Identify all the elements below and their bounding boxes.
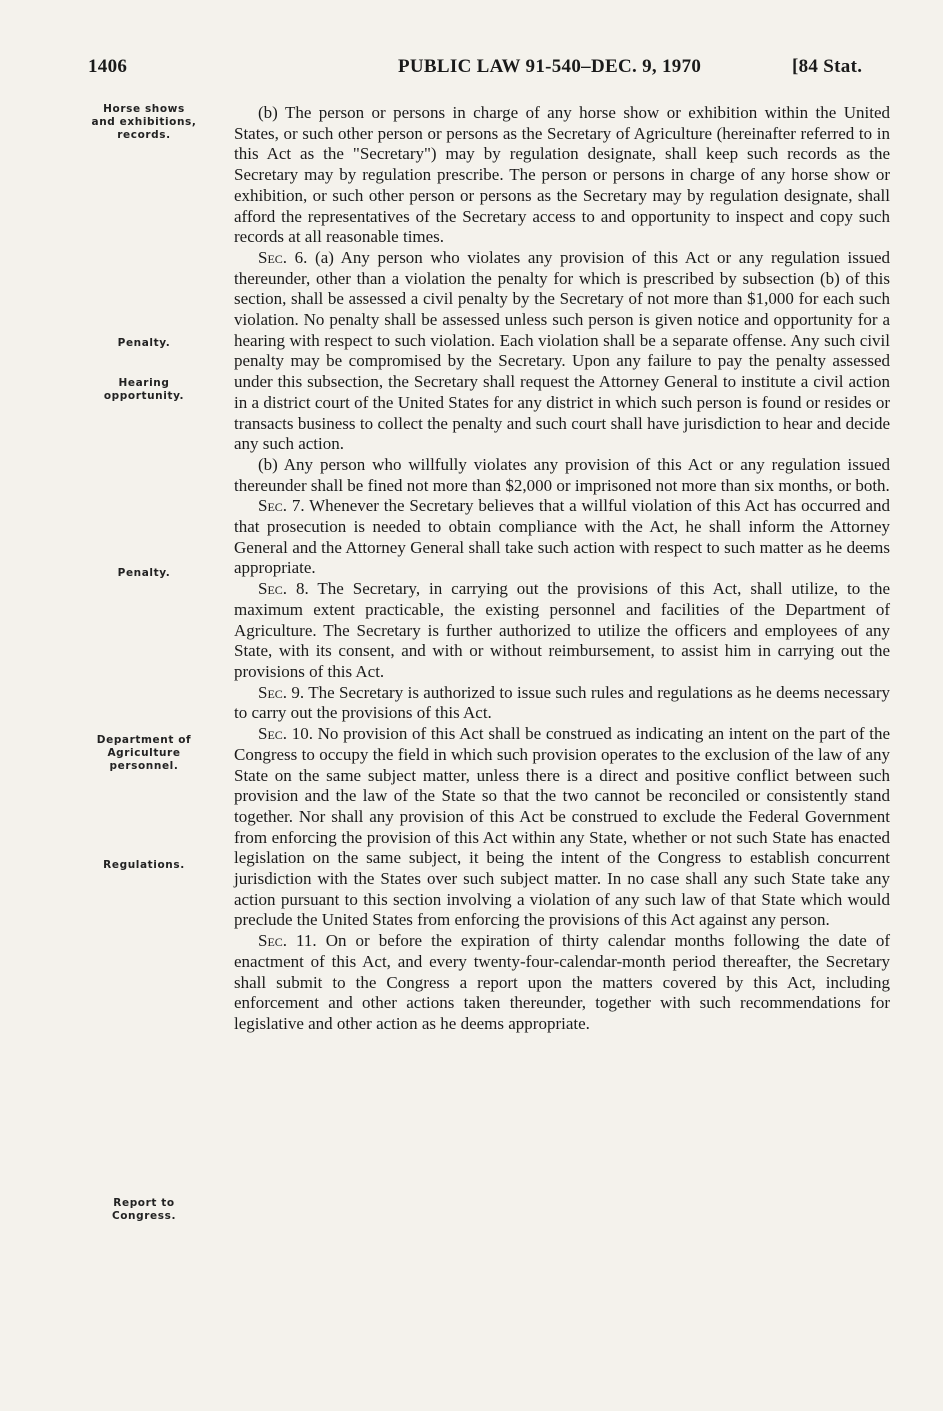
margin-note-report: Report to Congress. — [111, 1197, 177, 1222]
paragraph-sec-6b: (b) Any person who willfully violates any provision of this Act or any regulation issued thereunder shall be fined not more than $2,000 or imprisoned not more than six months, or both. — [234, 454, 890, 495]
margin-note-penalty: Penalty. — [117, 337, 171, 349]
statute-body — [234, 103, 890, 1035]
page-number: 1406 — [88, 56, 128, 77]
paragraph-sec-7: Sec. 7. Whenever the Secretary believes that a willful violation of this Act has occurred and that prosecution is needed to obtain compliance with the Act, he shall inform the Attorney General and the Attorney General shall take such action with respect to such matter as he deems appropriate. — [234, 496, 890, 578]
paragraph-sec-9: Sec. 9. The Secretary is authorized to issue such rules and regulations as he deems necessary to carry out the provisions of this Act. — [234, 682, 891, 723]
paragraph-sec-11: Sec. 11. On or before the expiration of thirty calendar months following the date of enactment of this Act, and every twenty-four-calendar-month period thereafter, the Secretary shall submit to the Congress a report upon the matters covered by this Act, including enforcement and other actions taken thereunder, together with such recommendations for legislative and other action as he deems appropriate. — [234, 931, 890, 1033]
section-label: Sec. 10. — [258, 724, 313, 744]
paragraph-records: (b) The person or persons in charge of any horse show or exhibition within the United States, or such other person or persons as the Secretary of Agriculture (hereinafter referred to in this Act as the "Secretary") may by regulation designate, shall keep such records as the Secretary may by regulation prescribe. The person or persons in charge of any horse show or exhibition, or such other person or persons as the Secretary may by regulation designate, shall afford the representatives of the Secretary access to and opportunity to inspect and copy such records at all reasonable times. — [234, 103, 890, 247]
section-label: Sec. 11. — [258, 931, 317, 951]
paragraph-sec-6: Sec. 6. (a) Any person who violates any provision of this Act or any regulation issued thereunder, other than a violation the penalty for which is prescribed by subsection (b) of this section, shall be assessed a civil penalty by the Secretary of not more than $1,000 for each such violation. No penalty shall be assessed unless such person is given notice and opportunity for a hearing with respect to such violation. Each violation shall be a separate offense. Any such civil penalty may be compromised by the Secretary. Upon any failure to pay the penalty assessed under this subsection, the Secretary shall request the Attorney General to institute a civil action in a district court of the United States for any district in which such person is found or resides or transacts business to collect the penalty and such court shall have jurisdiction to hear and decide any such action. — [234, 247, 890, 454]
margin-note-penalty-2: Penalty. — [117, 567, 171, 579]
margin-note-horse-shows: Horse shows and exhibitions, records. — [91, 103, 197, 141]
margin-note-regulations: Regulations. — [103, 859, 185, 871]
margin-note-hearing: Hearing opportunity. — [103, 377, 185, 402]
section-label: Sec. 8. — [258, 579, 309, 599]
section-label: Sec. 6. — [258, 247, 308, 267]
paragraph-sec-10: Sec. 10. No provision of this Act shall be construed as indicating an intent on the part of the Congress to occupy the field in which such provision operates to the exclusion of the law of any State on the same subject matter, unless there is a direct and positive conflict between such provision and the law of the State so that the two cannot be reconciled or consistently stand together. Nor shall any provision of this Act be construed to exclude the Federal Government from enforcing the provision of this Act within any State, whether or not such State has enacted legislation on the same subject, it being the intent of the Congress to establish concurrent jurisdiction with the States over such subject matter. In no case shall any such State take any action pursuant to this section involving a violation of any such law of that State which would preclude the United States from enforcing the provisions of this Act against any person. — [234, 724, 890, 930]
margin-note-department: Department of Agriculture personnel. — [96, 734, 192, 772]
section-label: Sec. 7. — [258, 496, 305, 516]
section-label: Sec. 9. — [258, 682, 305, 702]
statute-reference: [84 Stat. — [792, 56, 863, 77]
paragraph-sec-8: Sec. 8. The Secretary, in carrying out the provisions of this Act, shall utilize, to the maximum extent practicable, the existing personnel and facilities of the Department of Agriculture. The Secretary is further authorized to utilize the officers and employees of any State, with its consent, and with or without reimbursement, to assist him in carrying out the provisions of this Act. — [234, 579, 890, 681]
page-title: PUBLIC LAW 91-540–DEC. 9, 1970 — [398, 56, 702, 77]
